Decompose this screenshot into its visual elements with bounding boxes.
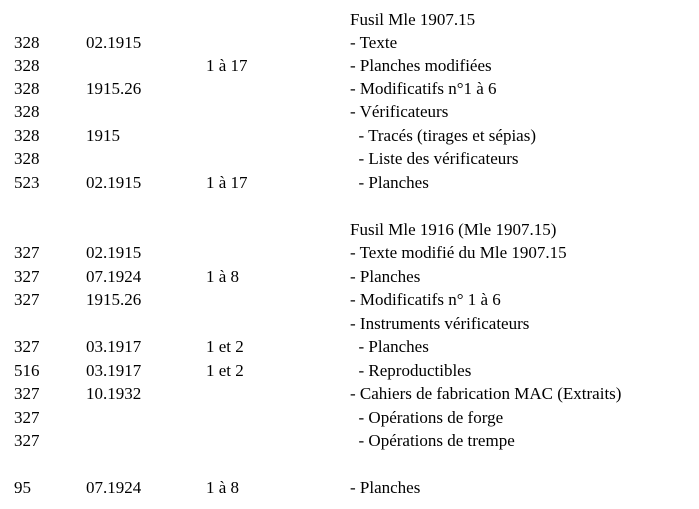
table-row [0,335,699,359]
description-cell: - Tracés (tirages et sépias) [350,126,537,145]
description-cell: - Planches [350,173,429,192]
table-row [0,8,699,32]
code-cell: 328 [14,126,40,145]
date-cell: 03.1917 [86,337,142,356]
date-cell: 07.1924 [86,267,142,286]
table-row [0,100,699,124]
date-cell: 1915 [86,126,120,145]
planches-cell: 1 à 17 [206,56,248,75]
description-cell: - Planches [350,267,421,286]
description-cell: - Modificatifs n°1 à 6 [350,79,497,98]
planches-cell: 1 à 8 [206,478,240,497]
planches-cell: 1 à 8 [206,267,240,286]
table-row [0,54,699,78]
description-cell: - Opérations de trempe [350,431,515,450]
code-cell: 328 [14,149,40,168]
planches-cell: 1 et 2 [206,361,244,380]
code-cell: 327 [14,267,40,286]
date-cell: 02.1915 [86,243,142,262]
table-row [0,147,699,171]
description-cell: - Opérations de forge [350,408,504,427]
description-cell: - Reproductibles [350,361,472,380]
description-cell: - Modificatifs n° 1 à 6 [350,290,501,309]
code-cell: 327 [14,408,40,427]
date-cell: 02.1915 [86,173,142,192]
table-row [0,77,699,101]
description-cell: - Texte [350,33,398,52]
code-cell: 328 [14,79,40,98]
table-row [0,429,699,453]
description-cell: - Planches modifiées [350,56,492,75]
description-cell: - Planches [350,478,421,497]
code-cell: 523 [14,173,40,192]
date-cell: 1915.26 [86,290,142,309]
date-cell: 02.1915 [86,33,142,52]
table-row [0,382,699,406]
table-row [0,241,699,265]
planches-cell: 1 à 17 [206,173,248,192]
table-row [0,31,699,55]
table-row [0,124,699,148]
code-cell: 327 [14,290,40,309]
description-cell: - Cahiers de fabrication MAC (Extraits) [350,384,622,403]
code-cell: 327 [14,337,40,356]
description-cell: Fusil Mle 1907.15 [350,10,476,29]
description-cell: - Vérificateurs [350,102,449,121]
description-cell: - Texte modifié du Mle 1907.15 [350,243,567,262]
date-cell: 1915.26 [86,79,142,98]
table-row [0,288,699,312]
table-row [0,406,699,430]
code-cell: 95 [14,478,31,497]
table-row [0,476,699,500]
code-cell: 516 [14,361,40,380]
code-cell: 327 [14,243,40,262]
code-cell: 328 [14,56,40,75]
table-row [0,359,699,383]
date-cell: 10.1932 [86,384,142,403]
code-cell: 328 [14,33,40,52]
description-cell: - Instruments vérificateurs [350,314,530,333]
description-cell: - Planches [350,337,429,356]
code-cell: 327 [14,384,40,403]
code-cell: 328 [14,102,40,121]
table-row [0,265,699,289]
planches-cell: 1 et 2 [206,337,244,356]
description-cell: - Liste des vérificateurs [350,149,519,168]
date-cell: 03.1917 [86,361,142,380]
table-row [0,312,699,336]
code-cell: 327 [14,431,40,450]
date-cell: 07.1924 [86,478,142,497]
table-row [0,171,699,195]
table-row [0,218,699,242]
description-cell: Fusil Mle 1916 (Mle 1907.15) [350,220,557,239]
